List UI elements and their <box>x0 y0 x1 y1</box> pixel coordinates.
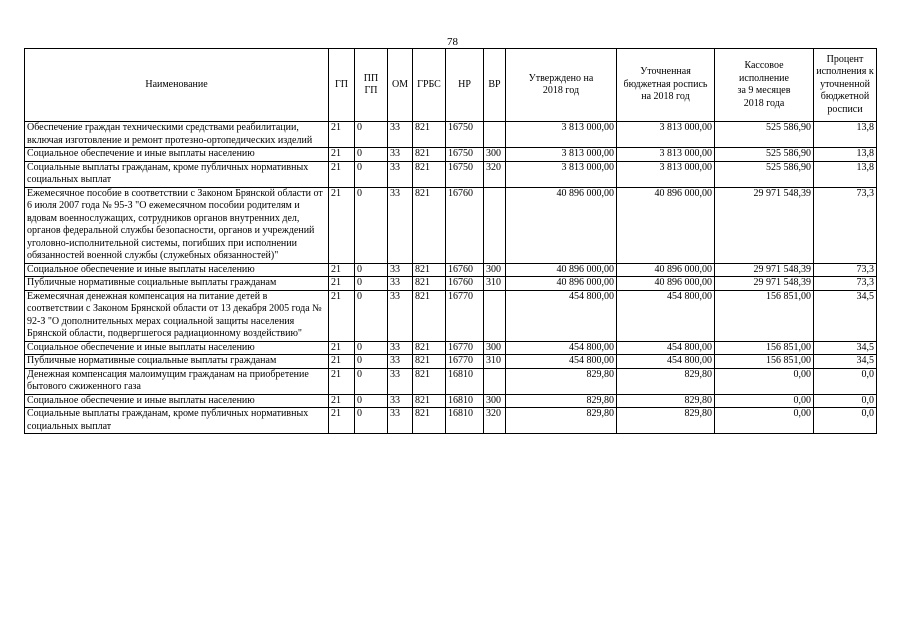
cell-approved: 829,80 <box>506 408 617 434</box>
table-row <box>25 368 877 394</box>
header-percent-label: Процент исполнения к уточненной бюджетной росписи <box>816 53 874 115</box>
cell-grbs: 821 <box>413 187 446 263</box>
table-row <box>25 161 877 187</box>
header-ppgp-label: ПП ГП <box>363 72 379 96</box>
cell-np: 16810 <box>446 394 484 408</box>
cell-np: 16810 <box>446 368 484 394</box>
cell-name: Социальное обеспечение и иные выплаты населению <box>25 148 329 162</box>
cell-ppgp: 0 <box>355 394 388 408</box>
cell-refined: 3 813 000,00 <box>617 161 715 187</box>
cell-gp: 21 <box>329 148 355 162</box>
table-row <box>25 122 877 148</box>
header-np: НР <box>446 49 484 122</box>
header-ppgp <box>355 49 388 122</box>
page-number: 78 <box>447 36 458 48</box>
cell-ppgp: 0 <box>355 368 388 394</box>
cell-vr: 310 <box>484 277 506 291</box>
cell-refined: 454 800,00 <box>617 355 715 369</box>
cell-percent: 0,0 <box>814 408 877 434</box>
header-percent <box>814 49 877 122</box>
table-row <box>25 394 877 408</box>
cell-om: 33 <box>388 408 413 434</box>
cell-om: 33 <box>388 277 413 291</box>
cell-grbs: 821 <box>413 355 446 369</box>
cell-refined: 829,80 <box>617 408 715 434</box>
table-row <box>25 187 877 263</box>
cell-name: Социальные выплаты гражданам, кроме публичных нормативных социальных выплат <box>25 408 329 434</box>
cell-cash: 0,00 <box>715 408 814 434</box>
cell-gp: 21 <box>329 355 355 369</box>
cell-om: 33 <box>388 187 413 263</box>
cell-cash: 29 971 548,39 <box>715 187 814 263</box>
cell-approved: 3 813 000,00 <box>506 148 617 162</box>
header-approved-label: Утверждено на 2018 год <box>528 72 594 96</box>
cell-refined: 454 800,00 <box>617 341 715 355</box>
table-row <box>25 277 877 291</box>
cell-approved: 829,80 <box>506 394 617 408</box>
cell-vr <box>484 290 506 341</box>
table-row <box>25 341 877 355</box>
cell-refined: 40 896 000,00 <box>617 187 715 263</box>
cell-name: Социальное обеспечение и иные выплаты населению <box>25 341 329 355</box>
cell-grbs: 821 <box>413 161 446 187</box>
cell-grbs: 821 <box>413 122 446 148</box>
cell-vr: 300 <box>484 263 506 277</box>
table-row <box>25 263 877 277</box>
cell-refined: 3 813 000,00 <box>617 148 715 162</box>
cell-vr <box>484 187 506 263</box>
cell-vr: 310 <box>484 355 506 369</box>
cell-ppgp: 0 <box>355 290 388 341</box>
header-cash-label: Кассовое исполнение за 9 месяцев 2018 года <box>737 60 791 109</box>
cell-grbs: 821 <box>413 341 446 355</box>
cell-vr: 320 <box>484 161 506 187</box>
cell-ppgp: 0 <box>355 277 388 291</box>
cell-gp: 21 <box>329 394 355 408</box>
cell-ppgp: 0 <box>355 148 388 162</box>
cell-refined: 454 800,00 <box>617 290 715 341</box>
cell-ppgp: 0 <box>355 161 388 187</box>
cell-cash: 29 971 548,39 <box>715 263 814 277</box>
cell-name: Ежемесячная денежная компенсация на питание детей в соответствии с Законом Брянской области от 13 декабря 2005 года № 92-З "О дополнительных мерах социальной защиты населения Брянской области, подвергшегося радиационному воздействию" <box>25 290 329 341</box>
cell-cash: 525 586,90 <box>715 148 814 162</box>
cell-percent: 13,8 <box>814 148 877 162</box>
cell-percent: 13,8 <box>814 161 877 187</box>
cell-percent: 0,0 <box>814 394 877 408</box>
cell-om: 33 <box>388 394 413 408</box>
cell-om: 33 <box>388 263 413 277</box>
cell-percent: 13,8 <box>814 122 877 148</box>
cell-np: 16770 <box>446 355 484 369</box>
cell-gp: 21 <box>329 122 355 148</box>
table-row <box>25 290 877 341</box>
cell-name: Обеспечение граждан техническими средствами реабилитации, включая изготовление и ремонт протезно-ортопедических изделий <box>25 122 329 148</box>
cell-np: 16750 <box>446 148 484 162</box>
cell-om: 33 <box>388 148 413 162</box>
cell-vr: 300 <box>484 394 506 408</box>
cell-refined: 829,80 <box>617 394 715 408</box>
cell-grbs: 821 <box>413 290 446 341</box>
cell-ppgp: 0 <box>355 187 388 263</box>
cell-om: 33 <box>388 368 413 394</box>
cell-np: 16810 <box>446 408 484 434</box>
cell-gp: 21 <box>329 187 355 263</box>
cell-approved: 829,80 <box>506 368 617 394</box>
cell-gp: 21 <box>329 290 355 341</box>
header-refined-label: Уточненная бюджетная роспись на 2018 год <box>623 66 708 103</box>
cell-approved: 3 813 000,00 <box>506 161 617 187</box>
cell-percent: 0,0 <box>814 368 877 394</box>
cell-name: Социальное обеспечение и иные выплаты населению <box>25 263 329 277</box>
cell-grbs: 821 <box>413 277 446 291</box>
header-name: Наименование <box>25 49 329 122</box>
cell-cash: 156 851,00 <box>715 341 814 355</box>
cell-vr: 300 <box>484 148 506 162</box>
cell-refined: 829,80 <box>617 368 715 394</box>
cell-ppgp: 0 <box>355 122 388 148</box>
table-row <box>25 148 877 162</box>
cell-ppgp: 0 <box>355 263 388 277</box>
cell-approved: 454 800,00 <box>506 341 617 355</box>
header-vr: ВР <box>484 49 506 122</box>
cell-vr: 300 <box>484 341 506 355</box>
cell-cash: 525 586,90 <box>715 122 814 148</box>
cell-vr <box>484 122 506 148</box>
cell-name: Социальные выплаты гражданам, кроме публичных нормативных социальных выплат <box>25 161 329 187</box>
cell-gp: 21 <box>329 263 355 277</box>
cell-name: Публичные нормативные социальные выплаты гражданам <box>25 277 329 291</box>
cell-grbs: 821 <box>413 408 446 434</box>
cell-grbs: 821 <box>413 368 446 394</box>
budget-table <box>24 48 877 434</box>
cell-grbs: 821 <box>413 148 446 162</box>
cell-np: 16760 <box>446 187 484 263</box>
cell-np: 16760 <box>446 263 484 277</box>
cell-np: 16750 <box>446 161 484 187</box>
cell-percent: 34,5 <box>814 341 877 355</box>
cell-gp: 21 <box>329 277 355 291</box>
cell-gp: 21 <box>329 368 355 394</box>
cell-approved: 454 800,00 <box>506 355 617 369</box>
cell-refined: 40 896 000,00 <box>617 263 715 277</box>
cell-om: 33 <box>388 161 413 187</box>
cell-cash: 156 851,00 <box>715 355 814 369</box>
cell-approved: 40 896 000,00 <box>506 187 617 263</box>
header-approved <box>506 49 617 122</box>
cell-vr <box>484 368 506 394</box>
cell-np: 16770 <box>446 290 484 341</box>
cell-grbs: 821 <box>413 394 446 408</box>
cell-gp: 21 <box>329 341 355 355</box>
cell-approved: 3 813 000,00 <box>506 122 617 148</box>
cell-refined: 40 896 000,00 <box>617 277 715 291</box>
cell-name: Денежная компенсация малоимущим гражданам на приобретение бытового сжиженного газа <box>25 368 329 394</box>
cell-approved: 40 896 000,00 <box>506 277 617 291</box>
cell-grbs: 821 <box>413 263 446 277</box>
cell-np: 16760 <box>446 277 484 291</box>
cell-om: 33 <box>388 290 413 341</box>
cell-percent: 73,3 <box>814 263 877 277</box>
cell-om: 33 <box>388 341 413 355</box>
cell-ppgp: 0 <box>355 341 388 355</box>
cell-cash: 0,00 <box>715 394 814 408</box>
table-body <box>25 122 877 434</box>
header-cash <box>715 49 814 122</box>
cell-np: 16770 <box>446 341 484 355</box>
cell-cash: 29 971 548,39 <box>715 277 814 291</box>
cell-name: Социальное обеспечение и иные выплаты населению <box>25 394 329 408</box>
header-gp: ГП <box>329 49 355 122</box>
table-row <box>25 408 877 434</box>
cell-cash: 156 851,00 <box>715 290 814 341</box>
cell-gp: 21 <box>329 161 355 187</box>
cell-percent: 73,3 <box>814 187 877 263</box>
cell-om: 33 <box>388 122 413 148</box>
cell-ppgp: 0 <box>355 408 388 434</box>
cell-cash: 0,00 <box>715 368 814 394</box>
cell-percent: 34,5 <box>814 290 877 341</box>
cell-percent: 73,3 <box>814 277 877 291</box>
cell-approved: 40 896 000,00 <box>506 263 617 277</box>
cell-gp: 21 <box>329 408 355 434</box>
cell-name: Публичные нормативные социальные выплаты гражданам <box>25 355 329 369</box>
cell-refined: 3 813 000,00 <box>617 122 715 148</box>
table-header-row <box>25 49 877 122</box>
cell-ppgp: 0 <box>355 355 388 369</box>
cell-np: 16750 <box>446 122 484 148</box>
table-row <box>25 355 877 369</box>
header-grbs: ГРБС <box>413 49 446 122</box>
cell-percent: 34,5 <box>814 355 877 369</box>
cell-name: Ежемесячное пособие в соответствии с Законом Брянской области от 6 июля 2007 года № 95-З "О ежемесячном пособии родителям и вдовам военнослужащих, сотрудников органов внутренних дел, органов федеральной службы безопасности, органов и учреждений уголовно-исполнительной системы, погибших при исполнении обязанностей военной службы (служебных обязанностей)" <box>25 187 329 263</box>
header-om: ОМ <box>388 49 413 122</box>
cell-om: 33 <box>388 355 413 369</box>
cell-vr: 320 <box>484 408 506 434</box>
header-refined <box>617 49 715 122</box>
cell-cash: 525 586,90 <box>715 161 814 187</box>
cell-approved: 454 800,00 <box>506 290 617 341</box>
